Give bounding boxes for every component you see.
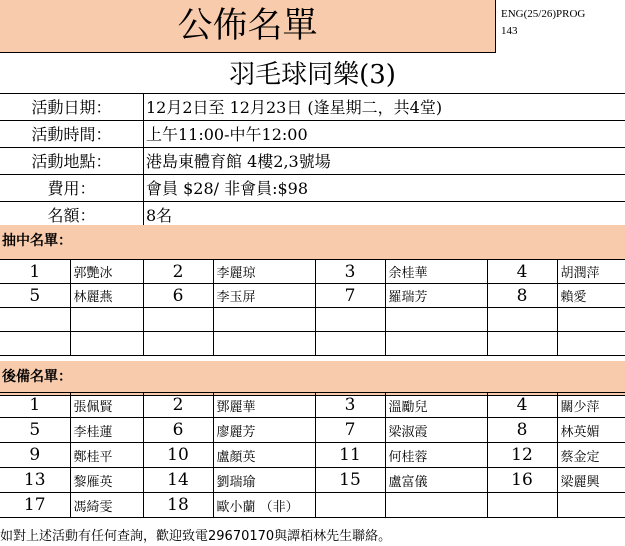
entry-number: 11 xyxy=(315,443,385,468)
entry-name xyxy=(385,308,487,332)
entry-number: 6 xyxy=(143,284,213,308)
entry-name: 鄧麗華 xyxy=(213,393,315,418)
entry-number: 3 xyxy=(315,260,385,284)
entry-number xyxy=(0,308,70,332)
entry-number: 1 xyxy=(0,393,70,418)
info-row-time xyxy=(0,121,625,148)
waitlist-header xyxy=(0,361,625,396)
entry-name: 黎雁英 xyxy=(70,468,143,493)
entry-number: 2 xyxy=(143,260,213,284)
entry-name: 馮綺雯 xyxy=(70,493,143,518)
entry-name: 胡潤萍 xyxy=(557,260,625,284)
entry-name: 李麗琼 xyxy=(213,260,315,284)
entry-number: 4 xyxy=(487,393,557,418)
entry-name xyxy=(213,308,315,332)
info-row-venue xyxy=(0,148,625,175)
entry-number: 16 xyxy=(487,468,557,493)
entry-number: 5 xyxy=(0,418,70,443)
entry-number: 9 xyxy=(0,443,70,468)
drawn-list-title: 抽中名單： xyxy=(2,233,72,249)
info-value: 港島東體育館 4樓2,3號場 xyxy=(146,152,331,171)
entry-name xyxy=(385,493,487,518)
entry-name: 何桂蓉 xyxy=(385,443,487,468)
entry-name xyxy=(557,332,625,356)
entry-number: 4 xyxy=(487,260,557,284)
entry-number xyxy=(487,308,557,332)
table-row xyxy=(0,260,625,284)
page-title: 公佈名單 xyxy=(177,6,318,46)
entry-number xyxy=(315,332,385,356)
entry-number: 5 xyxy=(0,284,70,308)
entry-name xyxy=(70,308,143,332)
entry-name: 歐小蘭 （非） xyxy=(213,493,315,518)
entry-name xyxy=(557,308,625,332)
info-label: 活動時間： xyxy=(0,121,144,147)
program-code xyxy=(501,6,585,40)
info-value: 上午11:00-中午12:00 xyxy=(146,125,308,144)
drawn-list-header xyxy=(0,225,625,260)
entry-number: 18 xyxy=(143,493,213,518)
entry-name xyxy=(213,332,315,356)
table-row xyxy=(0,493,625,518)
entry-number: 17 xyxy=(0,493,70,518)
entry-number: 8 xyxy=(487,418,557,443)
info-label: 活動日期： xyxy=(0,94,144,120)
entry-name: 關少萍 xyxy=(557,393,625,418)
entry-number: 12 xyxy=(487,443,557,468)
table-row xyxy=(0,393,625,418)
entry-name xyxy=(70,332,143,356)
info-row-fee xyxy=(0,175,625,202)
entry-number: 7 xyxy=(315,418,385,443)
entry-number: 7 xyxy=(315,284,385,308)
program-code-line1: ENG(25/26)PROG xyxy=(501,8,586,20)
entry-number: 2 xyxy=(143,393,213,418)
entry-name: 張佩賢 xyxy=(70,393,143,418)
table-row xyxy=(0,418,625,443)
footer-note: 如對上述活動有任何查詢，歡迎致電29670170與譚栢林先生聯絡。 xyxy=(0,529,392,544)
entry-name: 盧富儀 xyxy=(385,468,487,493)
entry-name: 蔡金定 xyxy=(557,443,625,468)
entry-number xyxy=(487,332,557,356)
info-label: 名額： xyxy=(0,202,144,228)
info-value: 12月2日至 12月23日 (逢星期二，共4堂) xyxy=(146,98,443,117)
entry-name: 盧顏英 xyxy=(213,443,315,468)
entry-number: 6 xyxy=(143,418,213,443)
program-code-line2: 143 xyxy=(501,25,518,37)
entry-name: 余桂華 xyxy=(385,260,487,284)
entry-name xyxy=(557,493,625,518)
entry-name: 溫勵兒 xyxy=(385,393,487,418)
entry-number: 13 xyxy=(0,468,70,493)
entry-number xyxy=(0,332,70,356)
entry-number xyxy=(143,332,213,356)
entry-number: 14 xyxy=(143,468,213,493)
waitlist-title: 後備名單： xyxy=(2,369,72,385)
entry-name: 劉瑞瑜 xyxy=(213,468,315,493)
waitlist-table xyxy=(0,392,625,518)
info-label: 費用： xyxy=(0,175,144,201)
entry-name: 梁淑霞 xyxy=(385,418,487,443)
entry-number xyxy=(315,308,385,332)
entry-name: 郭艷冰 xyxy=(70,260,143,284)
entry-number: 1 xyxy=(0,260,70,284)
entry-number xyxy=(315,493,385,518)
entry-name: 林英媚 xyxy=(557,418,625,443)
table-row xyxy=(0,284,625,308)
entry-name: 羅瑞芳 xyxy=(385,284,487,308)
entry-name: 李桂蓮 xyxy=(70,418,143,443)
entry-number: 10 xyxy=(143,443,213,468)
entry-name xyxy=(385,332,487,356)
entry-name: 賴愛 xyxy=(557,284,625,308)
drawn-list-table xyxy=(0,259,625,356)
table-row xyxy=(0,332,625,356)
info-label: 活動地點： xyxy=(0,148,144,174)
entry-name: 林麗燕 xyxy=(70,284,143,308)
entry-number xyxy=(143,308,213,332)
entry-name: 李玉屏 xyxy=(213,284,315,308)
entry-number xyxy=(487,493,557,518)
entry-number: 3 xyxy=(315,393,385,418)
table-row xyxy=(0,443,625,468)
info-row-date xyxy=(0,94,625,121)
entry-number: 8 xyxy=(487,284,557,308)
activity-title: 羽毛球同樂(3) xyxy=(0,53,625,94)
info-value: 8名 xyxy=(146,206,173,225)
info-value: 會員 $28/ 非會員:$98 xyxy=(146,179,309,198)
table-row xyxy=(0,468,625,493)
entry-name: 梁麗興 xyxy=(557,468,625,493)
table-row xyxy=(0,308,625,332)
entry-name: 鄭桂平 xyxy=(70,443,143,468)
entry-name: 廖麗芳 xyxy=(213,418,315,443)
entry-number: 15 xyxy=(315,468,385,493)
